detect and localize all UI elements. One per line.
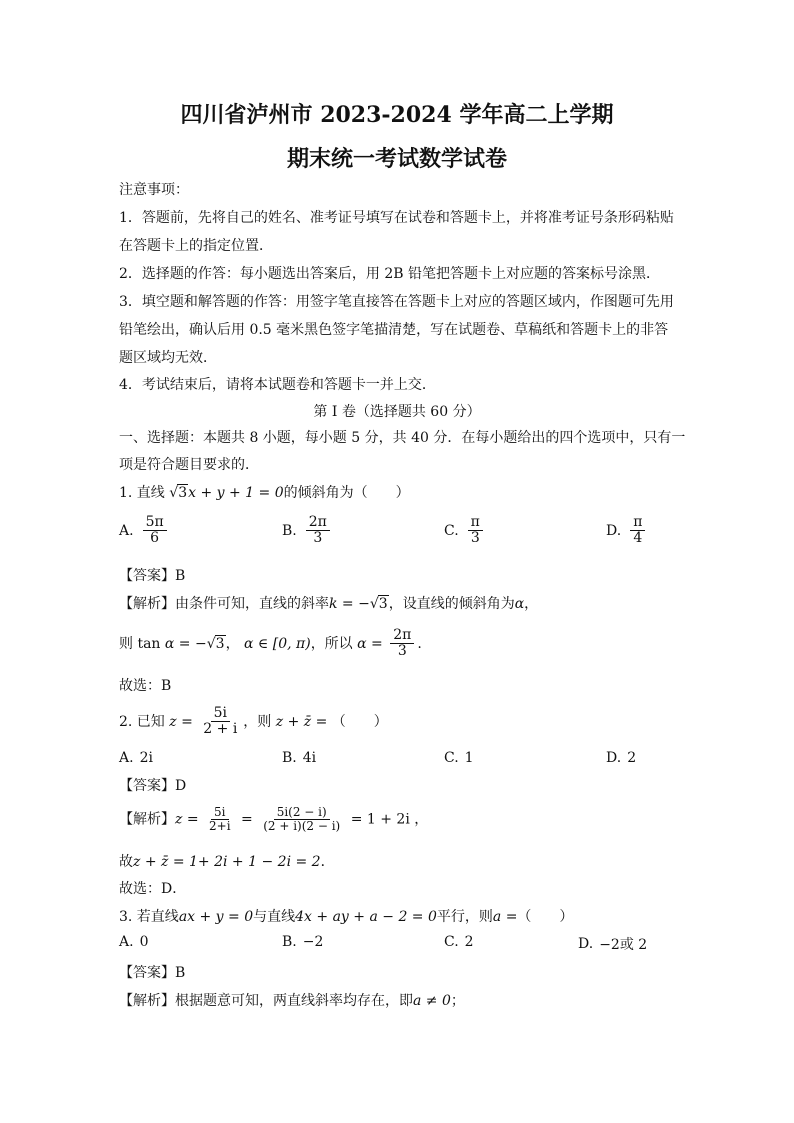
q1-analysis-line-2	[119, 628, 422, 660]
fraction-1	[206, 806, 234, 833]
q1-suffix: 的倾斜角为（ ）	[283, 485, 410, 501]
option-label: B.	[282, 522, 297, 539]
option-label: A.	[119, 522, 134, 539]
sqrt-symbol: √3	[369, 596, 388, 612]
q2-option-d	[606, 750, 636, 766]
section-heading: 第 I 卷（选择题共 60 分）	[313, 404, 481, 420]
option-value: 0	[139, 934, 149, 950]
analysis-text: 故	[119, 854, 133, 870]
numerator: π	[630, 515, 645, 531]
option-fraction	[306, 515, 330, 547]
q2-suffix-b: （ ）	[331, 713, 388, 730]
option-label: C.	[444, 522, 459, 539]
notice-item-2: 2．选择题的作答：每小题选出答案后，用 2B 铅笔把答题卡上对应题的答案标号涂黑．	[119, 266, 661, 282]
q1-sqrt-arg: 3	[178, 485, 188, 501]
alpha-result: α =	[357, 635, 383, 652]
analysis-punct: ，	[524, 596, 539, 612]
analysis-tail: = 1 + 2i ，	[350, 811, 429, 828]
q1-answer: 【答案】B	[119, 568, 186, 584]
analysis-tag: 【解析】	[119, 596, 175, 612]
denominator: 3	[397, 643, 407, 660]
numerator: 5i(2 − i)	[274, 806, 330, 820]
q2-conclusion: 故选：D．	[119, 881, 187, 897]
notice-item-3-line-3: 题区域均无效．	[119, 350, 217, 366]
option-label: A.	[119, 934, 134, 950]
q1-option-d	[606, 515, 648, 547]
q1-analysis-line-1	[119, 593, 538, 613]
q2-answer: 【答案】D	[119, 778, 187, 794]
option-fraction	[143, 515, 167, 547]
q3-suffix-a: 平行，则	[436, 909, 493, 925]
numerator: 2π	[306, 515, 330, 531]
q3-suffix-b: （ ）	[517, 909, 574, 925]
q1-option-c	[444, 515, 486, 547]
option-value: 2	[464, 934, 474, 950]
option-value: 4i	[302, 750, 317, 766]
option-label: A.	[119, 750, 134, 766]
option-label: C.	[444, 934, 459, 950]
q3-answer: 【答案】B	[119, 965, 186, 981]
result-fraction	[390, 628, 414, 660]
analysis-expr: z + z̄ = 1+ 2i + 1 − 2i = 2	[133, 854, 321, 870]
denominator: 3	[470, 530, 480, 547]
numerator: π	[468, 515, 483, 531]
option-fraction	[630, 515, 645, 547]
denominator: 4	[633, 530, 643, 547]
analysis-text: 则 tan	[119, 635, 161, 652]
q2-prefix: 2. 已知	[119, 713, 165, 730]
q2-stem	[119, 706, 388, 738]
numerator: 2π	[390, 628, 414, 644]
notice-item-3-line-1: 3．填空题和解答题的作答：用签字笔直接答在答题卡上对应的答题区域内，作图题可先用	[119, 294, 674, 310]
q2-fraction	[200, 706, 240, 738]
analysis-tag: 【解析】	[119, 811, 175, 828]
q2-suffix-expr: z + z̄ =	[275, 713, 328, 730]
option-label: B.	[282, 750, 297, 766]
numerator: 5i	[211, 706, 230, 722]
option-value: −2	[302, 934, 324, 950]
option-value: 1	[464, 750, 474, 766]
q3-option-c	[444, 934, 474, 950]
analysis-punct: ；	[450, 993, 465, 1009]
option-value: 2i	[139, 750, 153, 766]
option-fraction	[468, 515, 483, 547]
notice-item-1-line-1: 1．答题前，先将自己的姓名、准考证号填写在试卷和答题卡上，并将准考证号条形码粘贴	[119, 210, 674, 226]
z-eq: z =	[175, 811, 199, 828]
denominator: 3	[313, 530, 323, 547]
notice-item-3-line-2: 铅笔绘出，确认后用 0.5 毫米黑色签字笔描清楚，写在试题卷、草稿纸和答题卡上的非答	[119, 322, 669, 338]
q3-eq1: ax + y = 0	[178, 909, 254, 925]
q1-prefix: 1. 直线	[119, 485, 165, 501]
analysis-text: ，所以	[310, 635, 353, 652]
analysis-text: 根据题意可知，两直线斜率均存在，即	[175, 993, 413, 1009]
part1-instructions-line-2: 项是符合题目要求的．	[119, 457, 259, 473]
denominator: 6	[150, 530, 160, 547]
option-label: C.	[444, 750, 459, 766]
fraction-2	[260, 806, 343, 833]
part1-instructions-line-1: 一、选择题：本题共 8 小题，每小题 5 分，共 40 分．在每小题给出的四个选项中，只有一	[119, 430, 686, 446]
q2-option-c	[444, 750, 474, 766]
analysis-punct: .	[417, 635, 422, 652]
numerator: 5i	[211, 806, 228, 820]
q3-option-b	[282, 934, 323, 950]
q3-options	[119, 934, 679, 974]
q3-option-d	[578, 934, 647, 954]
option-label: D.	[578, 936, 594, 952]
q2-analysis-line-2	[119, 851, 335, 871]
q3-prefix: 3. 若直线	[119, 909, 179, 925]
q3-mid: 与直线	[253, 909, 296, 925]
q1-option-a	[119, 515, 170, 547]
option-value: −2或 2	[599, 937, 648, 953]
analysis-expr: a ≠ 0	[413, 993, 451, 1009]
option-label: D.	[606, 522, 622, 539]
q2-analysis-line-1	[119, 806, 428, 833]
z-eq: z =	[169, 713, 193, 730]
analysis-text: 由条件可知，直线的斜率	[175, 596, 329, 612]
analysis-text: ，设直线的倾斜角为	[388, 596, 515, 612]
sqrt-symbol: √3	[206, 635, 225, 652]
alpha-expr: α = −	[164, 635, 207, 652]
analysis-tag: 【解析】	[119, 993, 175, 1009]
slope-expr: k = −	[329, 596, 370, 612]
q1-option-b	[282, 515, 333, 547]
analysis-punct: ．	[320, 854, 335, 870]
sqrt-symbol: √3	[169, 485, 188, 501]
q3-analysis-line-1	[119, 990, 465, 1010]
q2-option-b	[282, 750, 316, 766]
q2-option-a	[119, 750, 153, 766]
option-label: D.	[606, 750, 622, 766]
alpha-range: α ∈ [0, π)	[244, 635, 311, 652]
numerator: 5π	[143, 515, 167, 531]
q3-suffix-var: a =	[492, 909, 518, 925]
denominator: (2 + i)(2 − i)	[263, 819, 341, 834]
q1-stem	[119, 482, 410, 502]
option-value: 2	[627, 750, 637, 766]
q1-conclusion: 故选：B	[119, 678, 172, 694]
q2-options	[119, 750, 679, 790]
notice-item-4: 4．考试结束后，请将本试题卷和答题卡一并上交．	[119, 377, 436, 393]
q1-options	[119, 515, 679, 555]
analysis-punct: ，	[225, 635, 240, 652]
denominator: 2+i	[209, 819, 231, 834]
q3-eq2: 4x + ay + a − 2 = 0	[295, 909, 437, 925]
title-line-2: 期末统一考试数学试卷	[286, 146, 507, 172]
notice-heading: 注意事项：	[119, 182, 189, 198]
equals-sign: =	[241, 811, 253, 828]
q1-equation: x + y + 1 = 0	[188, 485, 284, 501]
title-line-1: 四川省泸州市 2023-2024 学年高二上学期	[180, 102, 614, 128]
notice-item-1-line-2: 在答题卡上的指定位置．	[119, 238, 273, 254]
q2-suffix-a: ，则	[243, 713, 272, 730]
q3-stem	[119, 906, 573, 926]
q3-option-a	[119, 934, 148, 950]
option-label: B.	[282, 934, 297, 950]
alpha-symbol: α	[514, 596, 525, 612]
denominator: 2 + i	[203, 721, 238, 738]
sqrt-arg: 3	[215, 635, 225, 652]
sqrt-arg: 3	[378, 596, 388, 612]
